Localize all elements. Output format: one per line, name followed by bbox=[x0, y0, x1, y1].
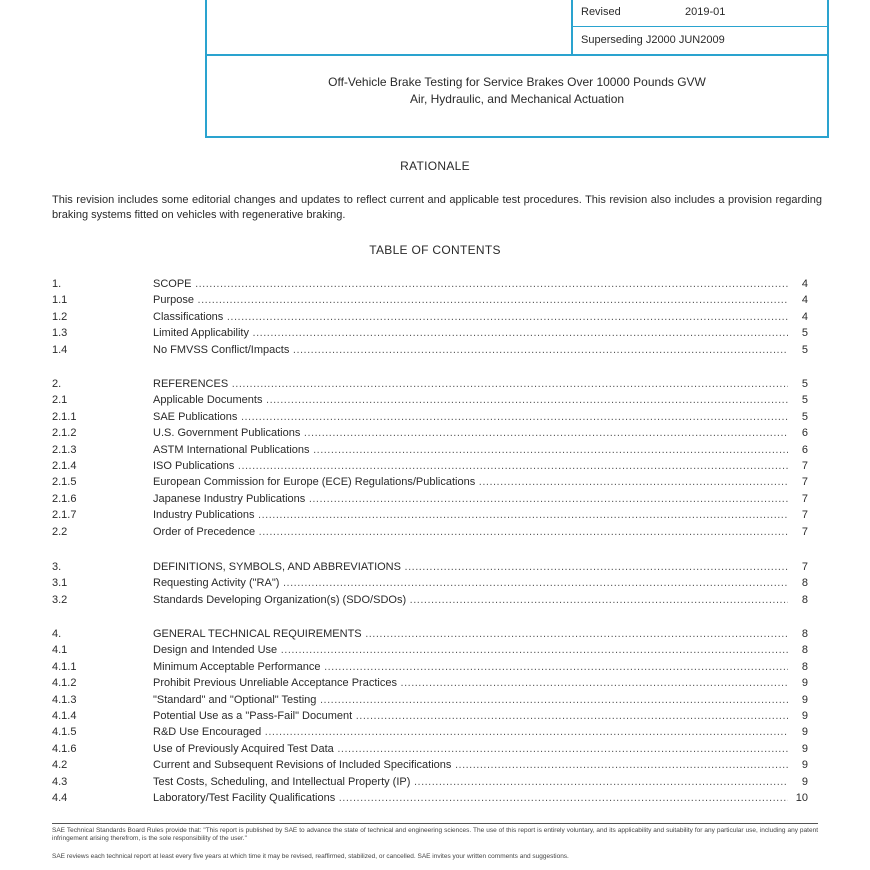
toc-entry-page: 10 bbox=[790, 790, 808, 806]
toc-entry[interactable] bbox=[52, 292, 808, 308]
toc-entry-title: Limited Applicability ..... bbox=[153, 325, 788, 341]
toc-entry-page: 9 bbox=[790, 675, 808, 691]
toc-entry-title: R&D Use Encouraged ..... bbox=[153, 724, 788, 740]
toc-entry[interactable] bbox=[52, 442, 808, 458]
toc-entry[interactable] bbox=[52, 491, 808, 507]
toc-entry-page: 5 bbox=[790, 325, 808, 341]
toc-entry-title: Use of Previously Acquired Test Data ..... bbox=[153, 741, 788, 757]
toc-entry[interactable] bbox=[52, 774, 808, 790]
toc-entry-title: Order of Precedence ..... bbox=[153, 524, 788, 540]
toc-entry-title: Requesting Activity ("RA") ..... bbox=[153, 575, 788, 591]
toc-entry[interactable] bbox=[52, 757, 808, 773]
toc-entry[interactable] bbox=[52, 790, 808, 806]
toc-entry-number: 4.1.6 bbox=[52, 742, 77, 755]
footer-divider bbox=[52, 823, 818, 824]
toc-entry-title: Purpose ..... bbox=[153, 292, 788, 308]
toc-entry-page: 6 bbox=[790, 425, 808, 441]
toc-entry-title: Industry Publications ..... bbox=[153, 507, 788, 523]
toc-entry-page: 9 bbox=[790, 774, 808, 790]
rationale-text: This revision includes some editorial changes and updates to reflect current and applicable test procedures. This revision also includes a provision regarding braking systems fitted on vehicles with regenerative braking. bbox=[52, 194, 822, 221]
toc-entry-number: 2.1.7 bbox=[52, 509, 77, 522]
toc-entry-number: 2.1.3 bbox=[52, 443, 77, 456]
toc-entry[interactable] bbox=[52, 675, 808, 691]
toc-entry-page: 8 bbox=[790, 592, 808, 608]
toc-entry-page: 7 bbox=[790, 458, 808, 474]
toc-entry-number: 1.1 bbox=[52, 294, 68, 307]
toc-entry-title: Classifications ..... bbox=[153, 309, 788, 325]
toc-entry-page: 5 bbox=[790, 409, 808, 425]
toc-entry-title: Design and Intended Use ..... bbox=[153, 642, 788, 658]
toc-entry-title: DEFINITIONS, SYMBOLS, AND ABBREVIATIONS ..... bbox=[153, 559, 788, 575]
revised-date: 2019-01 bbox=[685, 6, 726, 18]
toc-entry-page: 8 bbox=[790, 659, 808, 675]
toc-entry[interactable] bbox=[52, 724, 808, 740]
toc-entry-title: U.S. Government Publications ..... bbox=[153, 425, 788, 441]
revision-meta-box bbox=[571, 0, 829, 54]
toc-entry-page: 7 bbox=[790, 491, 808, 507]
toc-entry-page: 8 bbox=[790, 626, 808, 642]
toc-entry-number: 1. bbox=[52, 278, 62, 290]
superseding-row bbox=[573, 26, 829, 54]
toc-entry-number: 1.3 bbox=[52, 327, 68, 340]
toc-entry-page: 9 bbox=[790, 708, 808, 724]
toc-entry-number: 2.1.4 bbox=[52, 460, 77, 472]
toc-entry-page: 7 bbox=[790, 474, 808, 490]
toc-entry-number: 4.2 bbox=[52, 759, 68, 772]
toc-entry-page: 4 bbox=[790, 292, 808, 308]
toc-entry[interactable] bbox=[52, 507, 808, 523]
toc-entry[interactable] bbox=[52, 626, 808, 642]
toc-entry-title: Standards Developing Organization(s) (SDO/SDOs) ..... bbox=[153, 592, 788, 608]
toc-entry-page: 9 bbox=[790, 724, 808, 740]
toc-entry-title: Minimum Acceptable Performance ..... bbox=[153, 659, 788, 675]
toc-entry-title: Japanese Industry Publications ..... bbox=[153, 491, 788, 507]
toc-entry-number: 1.4 bbox=[52, 343, 68, 356]
toc-entry-number: 4.1 bbox=[52, 644, 68, 657]
toc-entry-number: 4.1.1 bbox=[52, 660, 77, 673]
revised-label: Revised bbox=[581, 6, 621, 18]
toc-entry-page: 5 bbox=[790, 392, 808, 408]
toc-entry-title: Current and Subsequent Revisions of Included Specifications ..... bbox=[153, 757, 788, 773]
toc-entry-title: No FMVSS Conflict/Impacts ..... bbox=[153, 342, 788, 358]
toc-entry[interactable] bbox=[52, 325, 808, 341]
toc-entry-title: ISO Publications ..... bbox=[153, 458, 788, 474]
toc-entry-title: ASTM International Publications ..... bbox=[153, 442, 788, 458]
toc-entry-title: Prohibit Previous Unreliable Acceptance Practices ..... bbox=[153, 675, 788, 691]
toc-entry-number: 4.1.3 bbox=[52, 693, 77, 706]
footer-notice-1: SAE Technical Standards Board Rules provide that: "This report is published by SAE to advance the state of technical and engineering sciences. The use of this report is entirely voluntary, and its applicability and suitability for any particular use, including any patent infringement arising therefrom, is the sole responsibility of the user." bbox=[52, 827, 818, 842]
document-header-box bbox=[205, 0, 829, 138]
toc-entry-number: 2.1.6 bbox=[52, 492, 77, 505]
toc-entry[interactable] bbox=[52, 342, 808, 358]
toc-heading: TABLE OF CONTENTS bbox=[369, 243, 501, 257]
toc-entry[interactable] bbox=[52, 376, 808, 392]
toc-entry-title: Applicable Documents ..... bbox=[153, 392, 788, 408]
toc-entry-page: 7 bbox=[790, 507, 808, 523]
toc-entry-title: Laboratory/Test Facility Qualifications ..... bbox=[153, 790, 788, 806]
rationale-heading: RATIONALE bbox=[400, 159, 470, 173]
toc-entry-title: European Commission for Europe (ECE) Regulations/Publications ..... bbox=[153, 474, 788, 490]
toc-entry-number: 4. bbox=[52, 628, 62, 640]
toc-entry-page: 9 bbox=[790, 757, 808, 773]
toc-entry-page: 7 bbox=[790, 524, 808, 540]
toc-entry-number: 2.1.5 bbox=[52, 476, 77, 489]
header-top-section bbox=[207, 0, 827, 56]
footer-notice-2: SAE reviews each technical report at least every five years at which time it may be revised, reaffirmed, stabilized, or cancelled. SAE invites your written comments and suggestions. bbox=[52, 853, 569, 860]
toc-entry-page: 7 bbox=[790, 559, 808, 575]
revised-row bbox=[573, 0, 829, 27]
toc-entry[interactable] bbox=[52, 458, 808, 474]
toc-entry-page: 5 bbox=[790, 376, 808, 392]
toc-entry-page: 5 bbox=[790, 342, 808, 358]
toc-entry[interactable] bbox=[52, 708, 808, 724]
toc-entry-number: 2.1 bbox=[52, 394, 68, 407]
toc-entry-number: 2. bbox=[52, 378, 62, 390]
toc-entry-title: "Standard" and "Optional" Testing ..... bbox=[153, 692, 788, 708]
toc-entry-title: REFERENCES ..... bbox=[153, 376, 788, 392]
toc-entry-title: SAE Publications ..... bbox=[153, 409, 788, 425]
toc-entry-number: 3.1 bbox=[52, 577, 68, 590]
toc-entry[interactable] bbox=[52, 309, 808, 325]
toc-entry-number: 4.1.5 bbox=[52, 726, 77, 739]
toc-entry-page: 4 bbox=[790, 276, 808, 292]
toc-entry-number: 4.4 bbox=[52, 792, 68, 804]
toc-entry[interactable] bbox=[52, 741, 808, 757]
toc-entry[interactable] bbox=[52, 276, 808, 292]
toc-entry[interactable] bbox=[52, 409, 808, 425]
toc-entry-title: SCOPE ..... bbox=[153, 276, 788, 292]
toc-entry[interactable] bbox=[52, 592, 808, 608]
toc-entry-number: 4.1.4 bbox=[52, 710, 77, 722]
toc-entry-title: Test Costs, Scheduling, and Intellectual Property (IP) ..... bbox=[153, 774, 788, 790]
toc-entry-title: GENERAL TECHNICAL REQUIREMENTS ..... bbox=[153, 626, 788, 642]
toc-entry-number: 2.1.2 bbox=[52, 427, 77, 440]
toc-entry-page: 4 bbox=[790, 309, 808, 325]
toc-entry[interactable] bbox=[52, 392, 808, 408]
toc-entry-number: 3. bbox=[52, 561, 62, 573]
document-title-line-1: Off-Vehicle Brake Testing for Service Brakes Over 10000 Pounds GVW bbox=[328, 75, 706, 89]
toc-entry-number: 1.2 bbox=[52, 310, 68, 323]
toc-entry-page: 8 bbox=[790, 575, 808, 591]
toc-entry[interactable] bbox=[52, 425, 808, 441]
document-title-line-2: Air, Hydraulic, and Mechanical Actuation bbox=[409, 92, 625, 106]
toc-entry[interactable] bbox=[52, 524, 808, 540]
toc-entry[interactable] bbox=[52, 642, 808, 658]
toc-entry[interactable] bbox=[52, 559, 808, 575]
document-title bbox=[207, 74, 827, 108]
toc-entry[interactable] bbox=[52, 659, 808, 675]
toc-entry-number: 3.2 bbox=[52, 593, 68, 606]
toc-entry-number: 4.3 bbox=[52, 775, 68, 788]
toc-entry[interactable] bbox=[52, 474, 808, 490]
toc-entry-number: 4.1.2 bbox=[52, 677, 77, 690]
toc-entry-number: 2.2 bbox=[52, 525, 68, 538]
toc-entry-page: 6 bbox=[790, 442, 808, 458]
toc-entry-page: 9 bbox=[790, 741, 808, 757]
toc-entry-number: 2.1.1 bbox=[52, 410, 77, 423]
toc-entry[interactable] bbox=[52, 692, 808, 708]
superseding-text: Superseding J2000 JUN2009 bbox=[581, 34, 725, 46]
toc-entry-page: 8 bbox=[790, 642, 808, 658]
toc-entry[interactable] bbox=[52, 575, 808, 591]
toc-entry-page: 9 bbox=[790, 692, 808, 708]
toc-entry-title: Potential Use as a "Pass-Fail" Document ..... bbox=[153, 708, 788, 724]
